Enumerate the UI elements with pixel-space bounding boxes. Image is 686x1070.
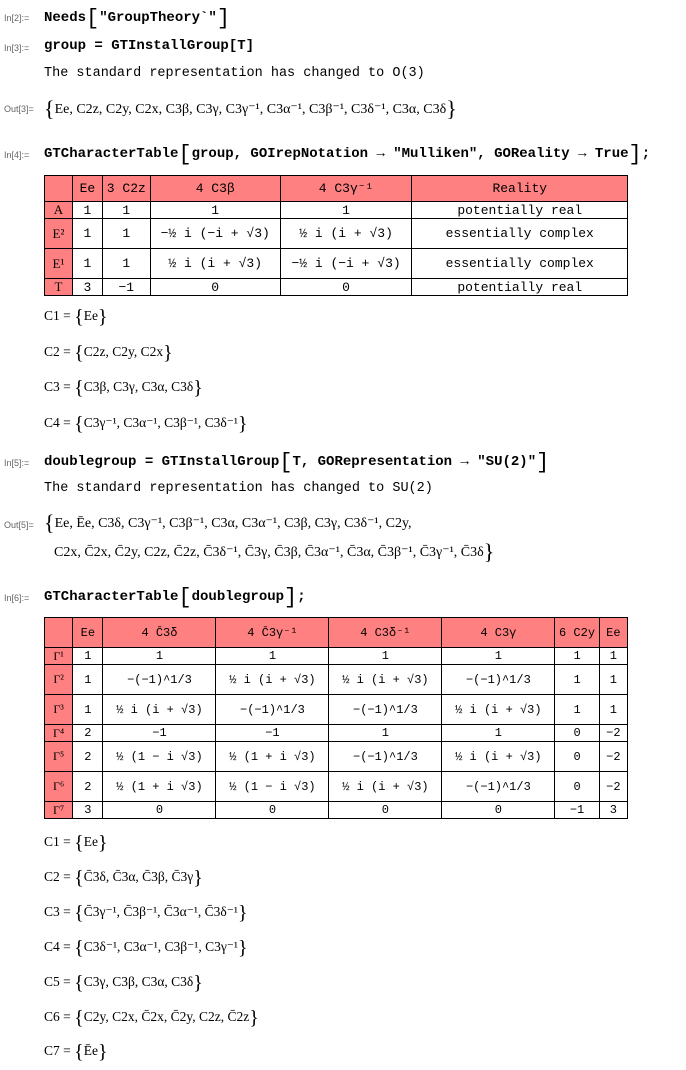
class-members: Ee <box>83 834 98 849</box>
table-cell: 2 <box>73 725 103 742</box>
cell-out3 <box>0 92 686 122</box>
irrep-label: Γ⁵ <box>45 742 73 772</box>
class-members: C3β, C3γ, C3α, C3δ <box>83 379 194 394</box>
cell-label: In[4]:= <box>4 150 30 160</box>
table-cell: 1 <box>555 665 599 695</box>
table-cell: 3 <box>599 802 627 819</box>
class-name: C3 = <box>44 379 71 394</box>
output-list-line2: C2x, C̄2x, C̄2y, C2z, C̄2z, C̄3δ⁻¹, C̄3γ, C̄3β, C̄3α⁻¹, C̄3α, C̄3β⁻¹, C̄3γ⁻¹, C̄3δ} <box>54 539 495 564</box>
table-row <box>45 648 628 665</box>
table-cell: 1 <box>102 219 150 249</box>
irrep-label: Γ¹ <box>45 648 73 665</box>
table-cell: ½ (1 + i √3) <box>216 742 329 772</box>
table-cell: 2 <box>73 742 103 772</box>
table-header: Ee <box>73 618 103 648</box>
irrep-label: Γ⁴ <box>45 725 73 742</box>
class-definition: C1 = {Ee} <box>44 306 108 328</box>
table-cell: 1 <box>599 665 627 695</box>
table-cell: essentially complex <box>412 249 628 279</box>
cell-label: In[3]:= <box>4 43 30 53</box>
list-content: C2x, C̄2x, C̄2y, C2z, C̄2z, C̄3δ⁻¹, C̄3γ, C̄3β, C̄3α⁻¹, C̄3α, C̄3β⁻¹, C̄3γ⁻¹, C̄3δ <box>54 545 484 560</box>
input-code[interactable]: group = GTInstallGroup[T] <box>44 38 255 54</box>
class-members: C3δ⁻¹, C3α⁻¹, C3β⁻¹, C3γ⁻¹ <box>83 939 238 954</box>
input-code[interactable]: GTCharacterTable[doublegroup]; <box>44 585 306 610</box>
table-cell: −1 <box>555 802 599 819</box>
table-header: 4 C3γ⁻¹ <box>280 176 412 202</box>
table-cell: −2 <box>599 742 627 772</box>
cell-out5 <box>0 506 686 568</box>
class-definition: C7 = {Ēe} <box>44 1041 108 1063</box>
table-row <box>45 202 628 219</box>
code-arg: T, GORepresentation → "SU(2)" <box>292 454 537 470</box>
table-row <box>45 725 628 742</box>
table-cell: potentially real <box>412 202 628 219</box>
table-cell: 3 <box>73 802 103 819</box>
table-cell: 0 <box>555 742 599 772</box>
class-members: C3γ, C3β, C3α, C3δ <box>83 974 194 989</box>
code-head: doublegroup = GTInstallGroup <box>44 454 280 470</box>
class-definition: C3 = {C3β, C3γ, C3α, C3δ} <box>44 377 203 399</box>
class-name: C1 = <box>44 308 71 323</box>
table-cell: −(−1)^1/3 <box>442 665 555 695</box>
table-corner <box>45 176 73 202</box>
table-cell: 0 <box>103 802 216 819</box>
table-cell: ½ i (i + √3) <box>150 249 280 279</box>
table-cell: ½ i (i + √3) <box>329 772 442 802</box>
table-cell: −1 <box>216 725 329 742</box>
print-message: The standard representation has changed to O(3) <box>44 66 425 81</box>
cell-label: Out[5]= <box>4 520 34 530</box>
code-head: GTCharacterTable <box>44 146 179 162</box>
character-table-1 <box>44 175 628 296</box>
irrep-label: T <box>45 279 73 296</box>
class-members: Ēe <box>83 1043 98 1058</box>
output-list-line1: {Ee, Ēe, C3δ, C3γ⁻¹, C3β⁻¹, C3α, C3α⁻¹, C3β, C3γ, C3δ⁻¹, C2y, <box>44 510 412 535</box>
output-list: {Ee, C2z, C2y, C2x, C3β, C3γ, C3γ⁻¹, C3α⁻¹, C3β⁻¹, C3δ⁻¹, C3α, C3δ} <box>44 96 457 121</box>
table-row <box>45 802 628 819</box>
code-semicolon: ; <box>641 146 651 162</box>
table-cell: potentially real <box>412 279 628 296</box>
table-row <box>45 665 628 695</box>
table-header: 4 C3β <box>150 176 280 202</box>
class-definition: C2 = {C̄3δ, C̄3α, C̄3β, C̄3γ} <box>44 867 203 889</box>
table-header: 6 C2y <box>555 618 599 648</box>
table-cell: 1 <box>102 249 150 279</box>
table-cell: ½ (1 − i √3) <box>103 742 216 772</box>
class-members: C2y, C2x, C̄2x, C̄2y, C2z, C̄2z <box>83 1009 250 1024</box>
class-members: C2z, C2y, C2x <box>83 344 164 359</box>
table-cell: 1 <box>442 648 555 665</box>
table-header: 4 C3δ⁻¹ <box>329 618 442 648</box>
cell-in2[interactable] <box>0 0 686 30</box>
table-row <box>45 772 628 802</box>
table-header: 4 C̄3γ⁻¹ <box>216 618 329 648</box>
code-arg: group, GOIrepNotation → "Mulliken", GOReality → True <box>191 146 629 162</box>
table-cell: ½ i (i + √3) <box>329 665 442 695</box>
table-cell: 0 <box>555 725 599 742</box>
table-cell: 1 <box>72 249 102 279</box>
class-name: C4 = <box>44 415 71 430</box>
table-header: 4 C̄3δ <box>103 618 216 648</box>
table-cell: −(−1)^1/3 <box>103 665 216 695</box>
table-row <box>45 695 628 725</box>
table-cell: 2 <box>73 772 103 802</box>
table-cell: ½ i (i + √3) <box>442 695 555 725</box>
table-cell: 1 <box>329 648 442 665</box>
class-name: C2 = <box>44 344 71 359</box>
table-cell: −2 <box>599 725 627 742</box>
table-cell: 1 <box>73 695 103 725</box>
class-definition: C4 = {C3γ⁻¹, C3α⁻¹, C3β⁻¹, C3δ⁻¹} <box>44 413 248 435</box>
code-arg: "GroupTheory`" <box>99 10 217 26</box>
table-row <box>45 279 628 296</box>
table-cell: 0 <box>216 802 329 819</box>
table-header: Reality <box>412 176 628 202</box>
table-row <box>45 742 628 772</box>
table-cell: −½ i (−i + √3) <box>150 219 280 249</box>
class-name: C1 = <box>44 834 71 849</box>
cell-label: In[2]:= <box>4 13 30 23</box>
table-cell: 0 <box>150 279 280 296</box>
cell-label: Out[3]= <box>4 104 34 114</box>
class-definition: C4 = {C3δ⁻¹, C3α⁻¹, C3β⁻¹, C3γ⁻¹} <box>44 937 248 959</box>
input-code[interactable]: Needs["GroupTheory`"] <box>44 6 231 31</box>
cell-in6[interactable] <box>0 583 686 611</box>
class-members: C3γ⁻¹, C3α⁻¹, C3β⁻¹, C3δ⁻¹ <box>83 415 238 430</box>
class-definition: C5 = {C3γ, C3β, C3α, C3δ} <box>44 972 203 994</box>
table-header: Ee <box>599 618 627 648</box>
table-row <box>45 249 628 279</box>
table-header-row <box>45 618 628 648</box>
table-cell: 1 <box>329 725 442 742</box>
class-name: C2 = <box>44 869 71 884</box>
table-cell: 1 <box>73 665 103 695</box>
table-cell: 1 <box>555 695 599 725</box>
code-head: GTCharacterTable <box>44 589 179 605</box>
list-content: Ee, Ēe, C3δ, C3γ⁻¹, C3β⁻¹, C3α, C3α⁻¹, C3β, C3γ, C3δ⁻¹, C2y, <box>54 516 412 531</box>
table-header: 4 C3γ <box>442 618 555 648</box>
table-cell: 3 <box>72 279 102 296</box>
table-cell: 0 <box>442 802 555 819</box>
table-cell: ½ (1 + i √3) <box>103 772 216 802</box>
table-header-row <box>45 176 628 202</box>
irrep-label: E¹ <box>45 249 73 279</box>
class-name: C6 = <box>44 1009 71 1024</box>
class-definition: C3 = {C̄3γ⁻¹, C̄3β⁻¹, C̄3α⁻¹, C̄3δ⁻¹} <box>44 902 248 924</box>
input-code[interactable]: doublegroup = GTInstallGroup[T, GORepresentation → "SU(2)"] <box>44 450 550 475</box>
table-cell: ½ i (i + √3) <box>442 742 555 772</box>
table-row <box>45 219 628 249</box>
class-definition: C6 = {C2y, C2x, C̄2x, C̄2y, C2z, C̄2z} <box>44 1007 259 1029</box>
class-members: C̄3δ, C̄3α, C̄3β, C̄3γ <box>83 869 194 884</box>
cell-label: In[5]:= <box>4 458 30 468</box>
code-arg: doublegroup <box>191 589 285 605</box>
table-header: 3 C2z <box>102 176 150 202</box>
cell-in5[interactable] <box>0 448 686 476</box>
cell-in4[interactable] <box>0 140 686 168</box>
class-name: C7 = <box>44 1043 71 1058</box>
table-header: Ee <box>72 176 102 202</box>
table-cell: 1 <box>599 648 627 665</box>
table-cell: 1 <box>73 648 103 665</box>
list-content: Ee, C2z, C2y, C2x, C3β, C3γ, C3γ⁻¹, C3α⁻¹, C3β⁻¹, C3δ⁻¹, C3α, C3δ <box>54 102 447 117</box>
irrep-label: Γ² <box>45 665 73 695</box>
class-name: C5 = <box>44 974 71 989</box>
table-cell: 0 <box>329 802 442 819</box>
table-cell: 1 <box>280 202 412 219</box>
table-cell: ½ i (i + √3) <box>280 219 412 249</box>
irrep-label: E² <box>45 219 73 249</box>
class-members: C̄3γ⁻¹, C̄3β⁻¹, C̄3α⁻¹, C̄3δ⁻¹ <box>83 904 238 919</box>
table-cell: −½ i (−i + √3) <box>280 249 412 279</box>
irrep-label: Γ⁶ <box>45 772 73 802</box>
class-name: C3 = <box>44 904 71 919</box>
table-cell: −2 <box>599 772 627 802</box>
table-cell: 1 <box>599 695 627 725</box>
class-members: Ee <box>83 308 98 323</box>
table-cell: −(−1)^1/3 <box>329 695 442 725</box>
cell-in3[interactable] <box>0 36 686 64</box>
table-cell: ½ i (i + √3) <box>216 665 329 695</box>
table-cell: essentially complex <box>412 219 628 249</box>
table-cell: −1 <box>103 725 216 742</box>
table-cell: 1 <box>102 202 150 219</box>
table-cell: 1 <box>103 648 216 665</box>
irrep-label: Γ³ <box>45 695 73 725</box>
table-cell: 1 <box>72 202 102 219</box>
table-cell: 0 <box>555 772 599 802</box>
character-table-2 <box>44 617 628 819</box>
table-cell: 1 <box>150 202 280 219</box>
table-cell: −1 <box>102 279 150 296</box>
table-cell: −(−1)^1/3 <box>442 772 555 802</box>
code-semicolon: ; <box>297 589 306 605</box>
class-name: C4 = <box>44 939 71 954</box>
table-cell: −(−1)^1/3 <box>329 742 442 772</box>
irrep-label: Γ⁷ <box>45 802 73 819</box>
table-cell: ½ (1 − i √3) <box>216 772 329 802</box>
class-definition: C2 = {C2z, C2y, C2x} <box>44 342 173 364</box>
class-definition: C1 = {Ee} <box>44 832 108 854</box>
table-cell: 1 <box>442 725 555 742</box>
table-cell: −(−1)^1/3 <box>216 695 329 725</box>
table-cell: ½ i (i + √3) <box>103 695 216 725</box>
cell-label: In[6]:= <box>4 593 30 603</box>
table-cell: 0 <box>280 279 412 296</box>
input-code[interactable]: GTCharacterTable[group, GOIrepNotation → "Mulliken", GOReality → True]; <box>44 142 651 167</box>
table-cell: 1 <box>72 219 102 249</box>
print-message: The standard representation has changed to SU(2) <box>44 481 433 496</box>
irrep-label: A <box>45 202 73 219</box>
table-cell: 1 <box>216 648 329 665</box>
table-corner <box>45 618 73 648</box>
table-cell: 1 <box>555 648 599 665</box>
code-head: Needs <box>44 10 87 26</box>
